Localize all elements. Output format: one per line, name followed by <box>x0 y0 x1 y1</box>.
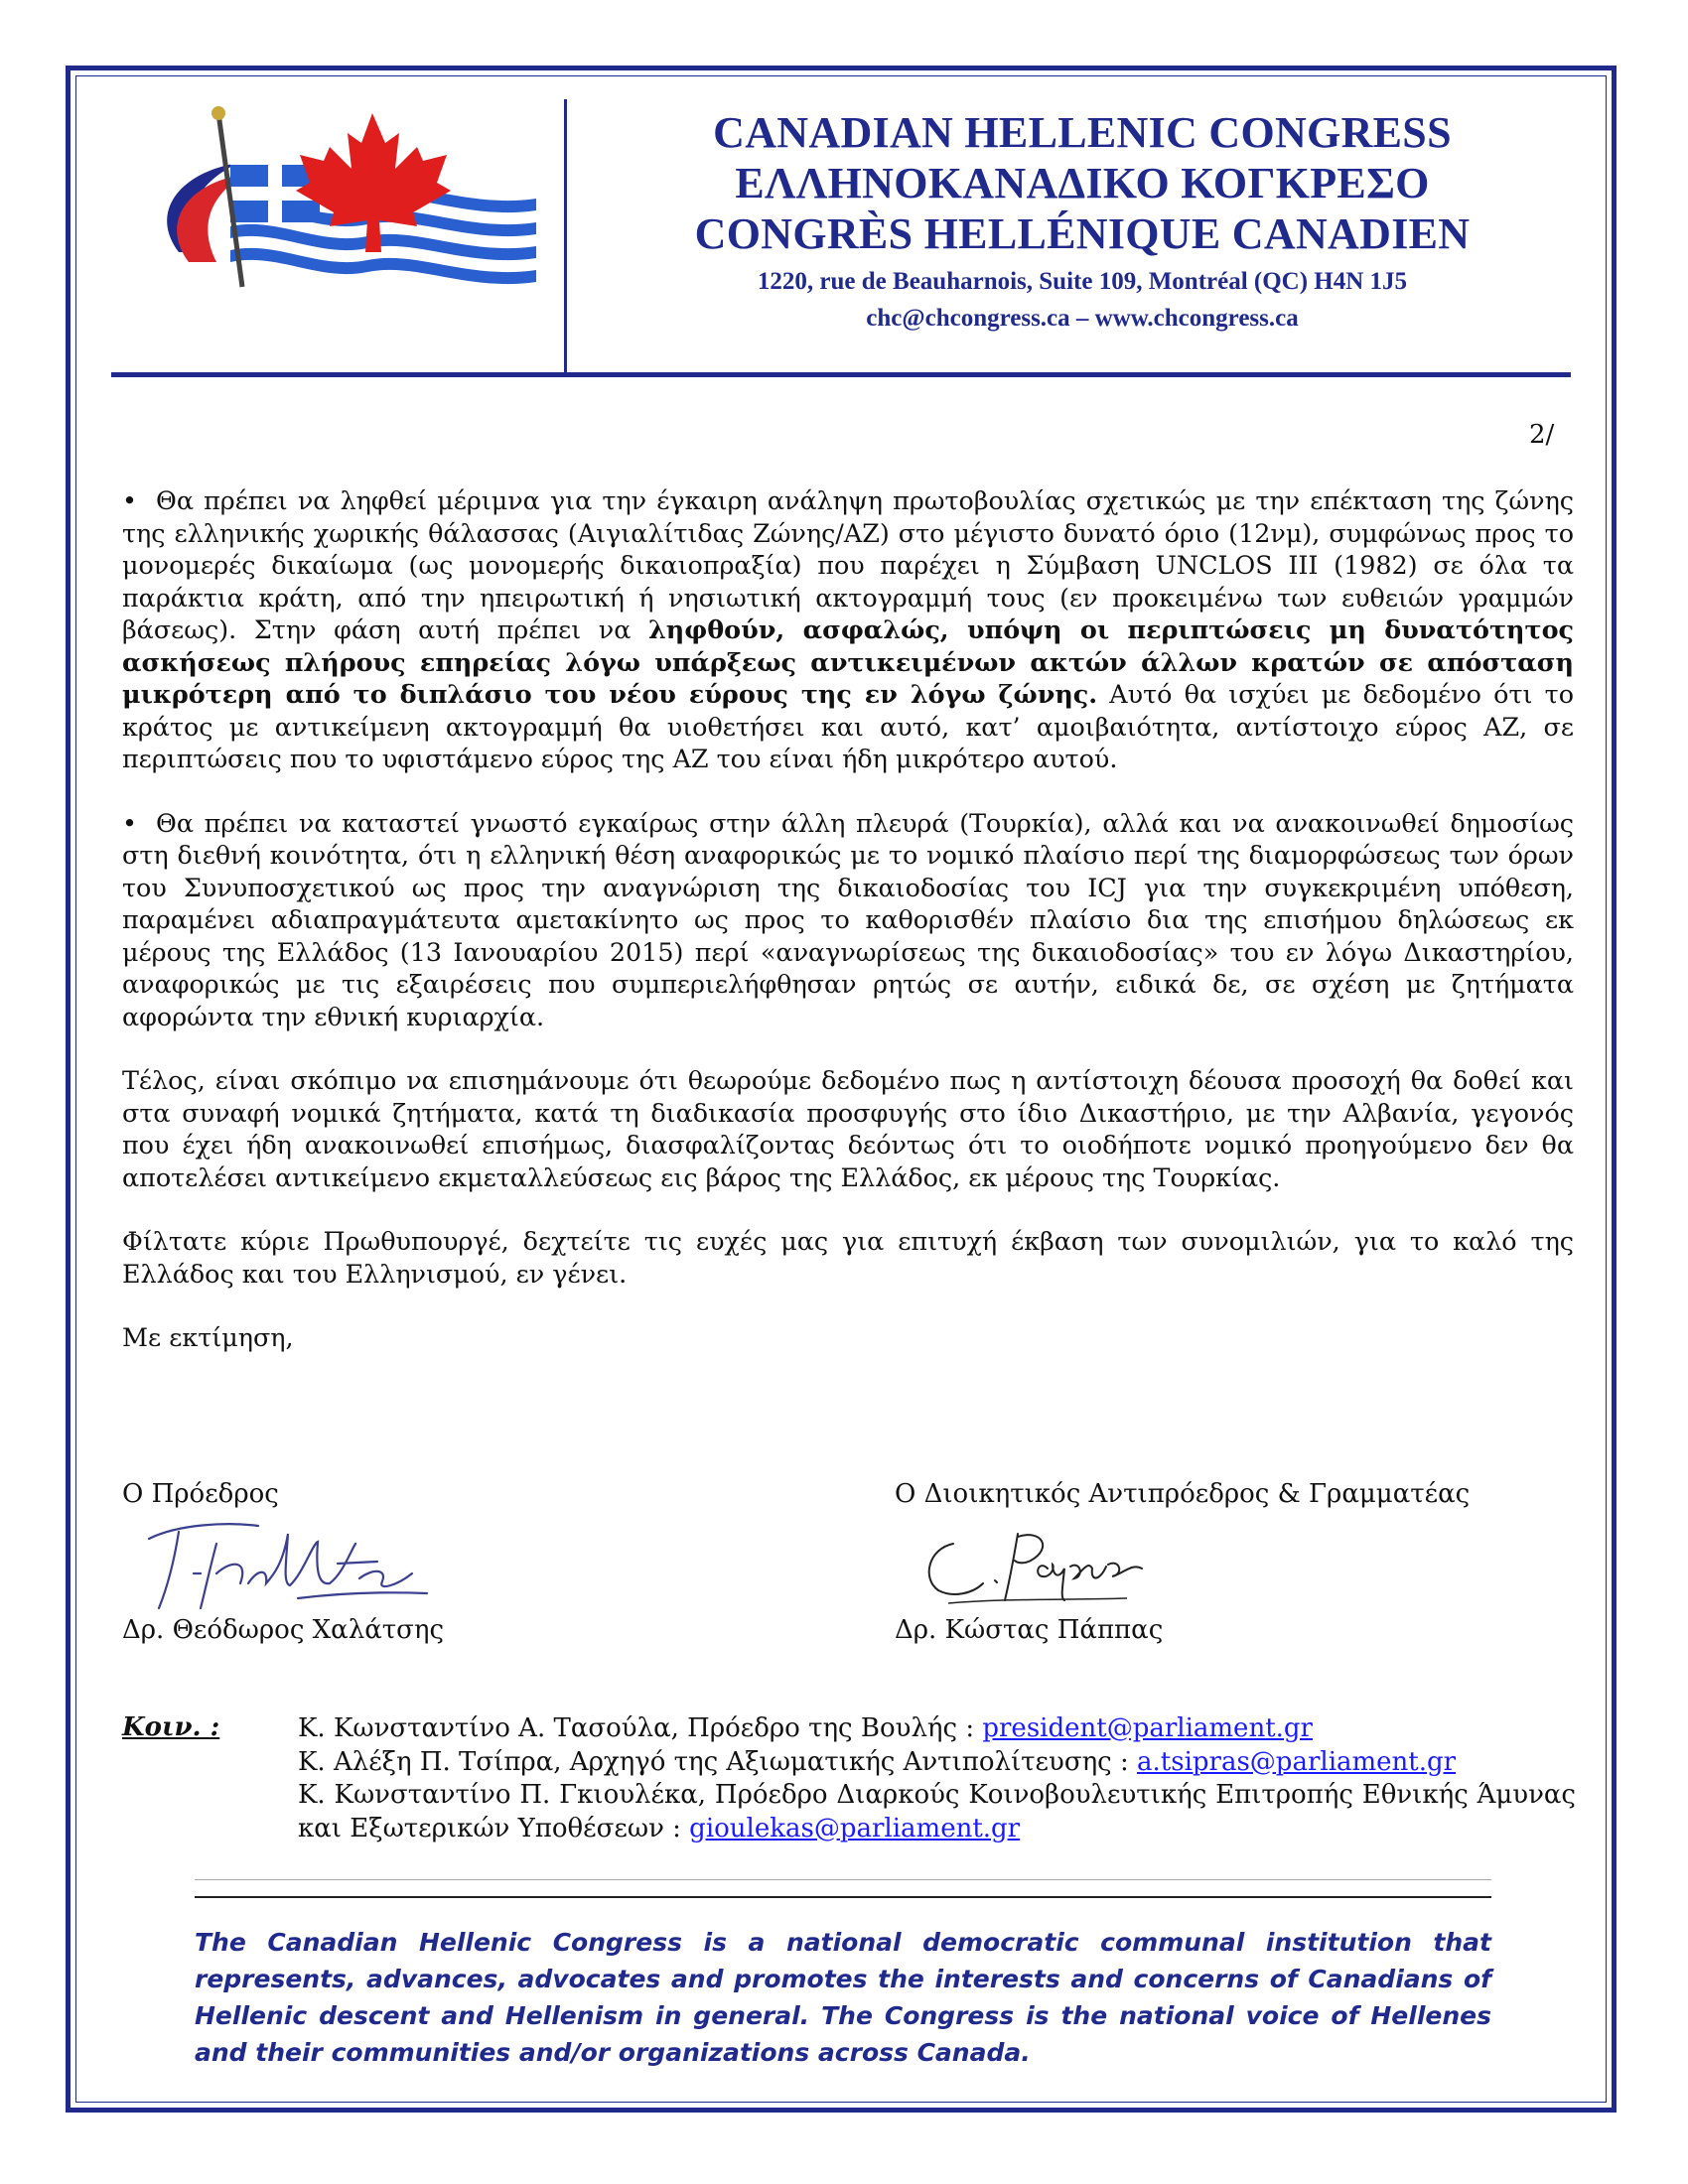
cc-item-text: Κ. Κωνσταντίνο Α. Τασούλα, Πρόεδρο της Βουλής : <box>298 1713 983 1743</box>
bullet1-text-bold: ληφθούν, ασφαλώς, υπόψη οι περιπτώσεις μη δυνατότητος ασκήσεως πλήρους επηρείας λόγω υπάρξεως αντικειμένων ακτών άλλων κρατών σε απόσταση μικρότερη από το διπλάσιο του νέου εύρους της εν λόγω ζώνης. <box>122 614 1574 709</box>
vice-president-name: Δρ. Κώστας Πάππας <box>895 1615 1164 1645</box>
bullet-icon: • <box>122 485 137 515</box>
vice-president-signature <box>914 1519 1152 1608</box>
president-name: Δρ. Θεόδωρος Χαλάτσης <box>122 1615 445 1645</box>
title-english: CANADIAN HELLENIC CONGRESS <box>713 108 1452 157</box>
president-signature <box>139 1514 437 1618</box>
bullet1-text-c: Αυτό θα ισχύει με δεδομένο ότι το κράτος με αντικείμενη ακτογραμμή θα υιοθετήσει και αυτό, κατ’ αμοιβαιότητα, αντίστοιχο εύρος ΑΖ, σε περιπτώσεις που το υφιστάμενο εύρος της ΑΖ του είναι ήδη μικρότερο αυτού. <box>122 679 1575 773</box>
bullet-paragraph-1 <box>122 484 1574 775</box>
cc-item <box>298 1712 1576 1746</box>
contact-line: chc@chcongress.ca – www.chcongress.ca <box>866 305 1299 332</box>
vice-president-role: Ο Διοικητικός Αντιπρόεδρος & Γραμματέας <box>895 1479 1471 1509</box>
header-divider <box>564 99 567 377</box>
footer-underline <box>195 1896 1491 1898</box>
president-role: Ο Πρόεδρος <box>122 1479 279 1509</box>
footer-separator <box>195 1879 1491 1880</box>
letter-body <box>122 484 1574 1354</box>
cc-email-link[interactable]: gioulekas@parliament.gr <box>689 1813 1021 1843</box>
bullet-icon: • <box>122 807 137 838</box>
letterhead <box>596 107 1569 337</box>
cc-label: Κοιν. : <box>122 1712 220 1742</box>
cc-email-link[interactable]: president@parliament.gr <box>982 1713 1313 1743</box>
header-rule <box>111 372 1571 377</box>
address: 1220, rue de Beauharnois, Suite 109, Montréal (QC) H4N 1J5 <box>757 268 1408 295</box>
bullet1-text-a: Θα πρέπει να ληφθεί μέριμνα για την έγκαιρη ανάληψη πρωτοβουλίας σχετικώς με την επέκταση της ζώνης της ελληνικής χωρικής θάλασσας (Αιγιαλίτιδας Ζώνης/ΑΖ) στο μέγιστο δυνατό όριο (12νμ), συμφώνως προς το μονομερές δικαίωμα (ως μονομερής δικαιοπραξία) που παρέχει η Σύμβαση UNCLOS III (1982) σε όλα τα παράκτια κράτη, από την ηπειρωτική ή νησιωτική ακτογραμμή τους (εν προκειμένω των ευθειών γραμμών βάσεως). Στην φάση αυτή πρέπει να <box>122 485 1574 644</box>
cc-item-text: Κ. Κωνσταντίνο Π. Γκιουλέκα, Πρόεδρο Διαρκούς Κοινοβουλευτικής Επιτροπής Εθνικής Άμυνας και Εξωτερικών Υποθέσεων : <box>298 1780 1576 1843</box>
cc-item <box>298 1779 1576 1845</box>
footer-mission-statement: The Canadian Hellenic Congress is a national democratic communal institution that represents, advances, advocates and promotes the interests and concerns of Canadians of Hellenic descent and Hellenism in general. The Congress is the national voice of Hellenes and their communities and/or organizations across Canada. <box>195 1928 1491 2067</box>
cc-email-link[interactable]: a.tsipras@parliament.gr <box>1137 1746 1457 1777</box>
cc-item <box>298 1746 1576 1780</box>
paragraph-3: Τέλος, είναι σκόπιμο να επισημάνουμε ότι θεωρούμε δεδομένο πως η αντίστοιχη δέουσα προσοχή θα δοθεί και στα συναφή νομικά ζητήματα, κατά τη διαδικασία προσφυγής στο ίδιο Δικαστήριο, με την Αλβανία, γεγονός που έχει ήδη ανακοινωθεί επισήμως, διασφαλίζοντας δεόντως ότι το οιοδήποτε νομικό προηγούμενο δεν θα αποτελέσει αντικείμενο εκμεταλλεύσεως εις βάρος της Ελλάδος, εκ μέρους της Τουρκίας. <box>122 1065 1574 1192</box>
chc-logo <box>119 103 556 317</box>
bullet2-text: Θα πρέπει να καταστεί γνωστό εγκαίρως στην άλλη πλευρά (Τουρκία), αλλά και να ανακοινωθεί δημοσίως στη διεθνή κοινότητα, ότι η ελληνική θέση αναφορικώς με το νομικό πλαίσιο περί της διαμορφώσεως των όρων του Συνυποσχετικού ως προς την αναγνώριση της δικαιοδοσίας του ICJ για την συγκεκριμένη υπόθεση, παραμένει αδιαπραγμάτευτα αμετακίνητο ως προς το καθορισθέν πλαίσιο δια της επισήμου δηλώσεως εκ μέρους της Ελλάδος (13 Ιανουαρίου 2015) περί «αναγνωρίσεως της δικαιοδοσίας» του εν λόγω Δικαστηρίου, αναφορικώς με τις εξαιρέσεις που συμπεριελήφθησαν ρητώς σε αυτήν, ειδικά δε, σε σχέση με ζητήματα αφορώντα την εθνική κυριαρχία. <box>122 807 1574 1031</box>
title-french: CONGRÈS HELLÉNIQUE CANADIEN <box>694 209 1471 258</box>
paragraph-4: Φίλτατε κύριε Πρωθυπουργέ, δεχτείτε τις ευχές μας για επιτυχή έκβαση των συνομιλιών, για το καλό της Ελλάδος και του Ελληνισμού, εν γένει. <box>122 1226 1574 1289</box>
closing: Με εκτίμηση, <box>122 1322 294 1352</box>
title-greek: ΕΛΛΗΝΟΚΑΝΑΔΙΚΟ ΚΟΓΚΡΕΣΟ <box>735 159 1430 207</box>
cc-list <box>298 1712 1576 1845</box>
bullet-paragraph-2 <box>122 807 1574 1033</box>
page-number: 2/ <box>1529 420 1555 450</box>
cc-item-text: Κ. Αλέξη Π. Τσίπρα, Αρχηγό της Αξιωματικής Αντιπολίτευσης : <box>298 1746 1138 1777</box>
